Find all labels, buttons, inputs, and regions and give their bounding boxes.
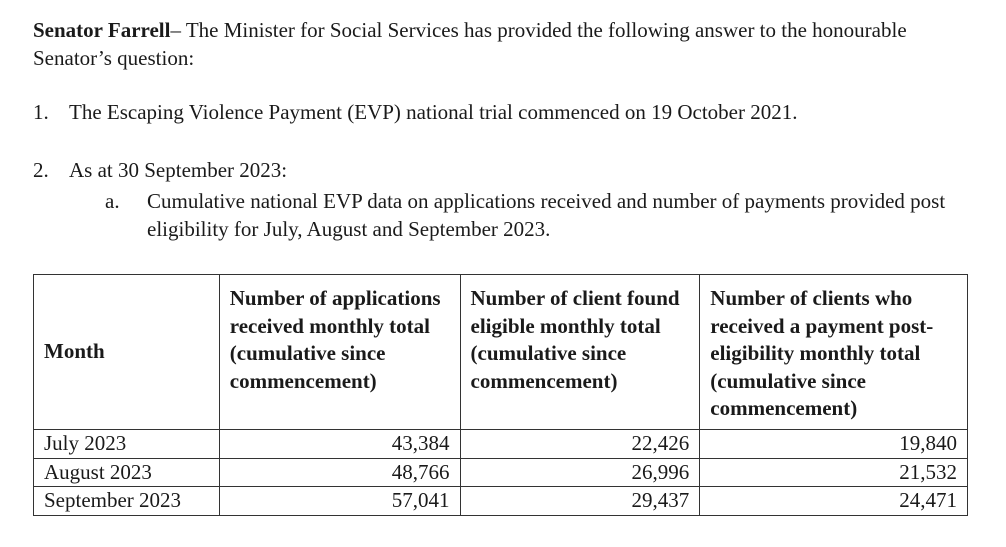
table-header-row [34,275,968,430]
intro-paragraph [33,16,973,72]
cell-eligible: 22,426 [460,430,700,459]
list-item-1 [33,98,797,126]
table-row [34,430,968,459]
evp-data-table [33,274,968,516]
table-row [34,458,968,487]
cell-month: August 2023 [34,458,220,487]
cell-eligible: 26,996 [460,458,700,487]
cell-eligible: 29,437 [460,487,700,516]
intro-text: – The Minister for Social Services has provided the following answer to the honourable Senator’s question: [33,18,907,70]
list-number: 2. [33,158,49,182]
cell-applications: 48,766 [219,458,460,487]
list-number: 1. [33,100,49,124]
cell-month: September 2023 [34,487,220,516]
list-item-2 [33,156,287,184]
header-clients-paid: Number of clients who received a payment post-eligibility monthly total (cumulative since commencement) [700,275,968,430]
cell-paid: 24,471 [700,487,968,516]
cell-applications: 57,041 [219,487,460,516]
cell-applications: 43,384 [219,430,460,459]
cell-month: July 2023 [34,430,220,459]
list-item-text: As at 30 September 2023: [69,158,288,182]
list-item-text: The Escaping Violence Payment (EVP) national trial commenced on 19 October 2021. [69,100,798,124]
header-applications-received: Number of applications received monthly total (cumulative since commencement) [219,275,460,430]
cell-paid: 21,532 [700,458,968,487]
sub-item-letter: a. [105,189,120,213]
header-month: Month [34,275,220,430]
header-clients-eligible: Number of client found eligible monthly total (cumulative since commencement) [460,275,700,430]
sub-item-text: Cumulative national EVP data on applications received and number of payments provided post eligibility for July, August and September 2023. [147,189,946,241]
speaker-name: Senator Farrell [33,18,171,42]
table-row [34,487,968,516]
cell-paid: 19,840 [700,430,968,459]
